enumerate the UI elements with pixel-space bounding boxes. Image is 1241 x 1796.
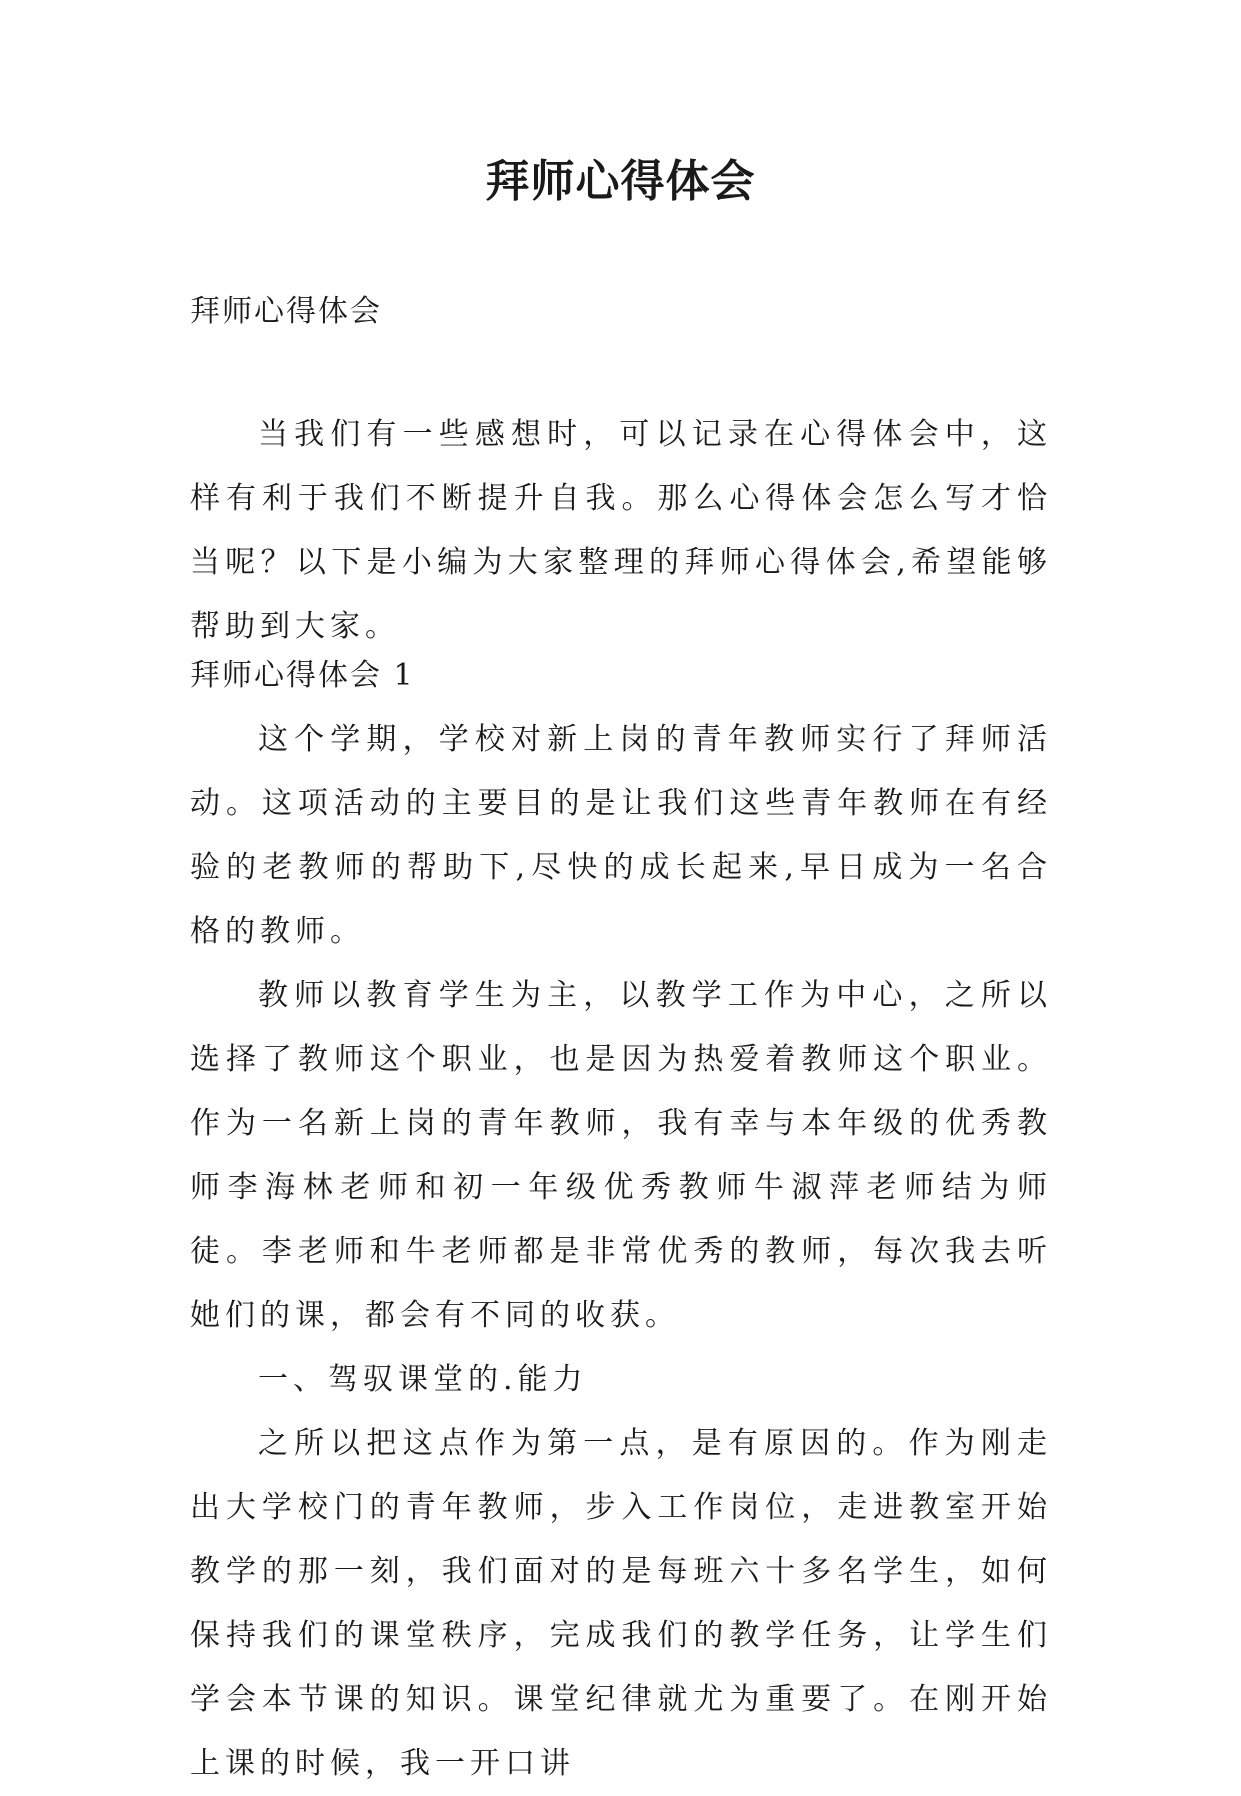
body-paragraph-1: 这个学期，学校对新上岗的青年教师实行了拜师活动。这项活动的主要目的是让我们这些青年教师在有经验的老教师的帮助下,尽快的成长起来,早日成为一名合格的教师。	[190, 722, 1052, 949]
body-paragraph-3: 之所以把这点作为第一点，是有原因的。作为刚走出大学校门的青年教师，步入工作岗位，走进教室开始教学的那一刻，我们面对的是每班六十多名学生，如何保持我们的课堂秩序，完成我们的教学任务，让学生们学会本节课的知识。课堂纪律就尤为重要了。在刚开始上课的时候，我一开口讲	[190, 1426, 1052, 1781]
main-body	[190, 644, 1052, 1796]
body-paragraph-2: 教师以教育学生为主，以教学工作为中心，之所以选择了教师这个职业，也是因为热爱着教师这个职业。作为一名新上岗的青年教师，我有幸与本年级的优秀教师李海林老师和初一年级优秀教师牛淑萍老师结为师徒。李老师和牛老师都是非常优秀的教师，每次我去听她们的课，都会有不同的收获。	[190, 978, 1052, 1333]
section-heading: 拜师心得体会 1	[190, 658, 415, 693]
document-subtitle: 拜师心得体会	[190, 294, 382, 329]
intro-block	[190, 403, 1052, 659]
document-title: 拜师心得体会	[485, 156, 756, 207]
intro-paragraph: 当我们有一些感想时，可以记录在心得体会中，这样有利于我们不断提升自我。那么心得体会怎么写才恰当呢？以下是小编为大家整理的拜师心得体会,希望能够帮助到大家。	[190, 417, 1052, 644]
subsection-heading: 一、驾驭课堂的.能力	[258, 1362, 588, 1397]
